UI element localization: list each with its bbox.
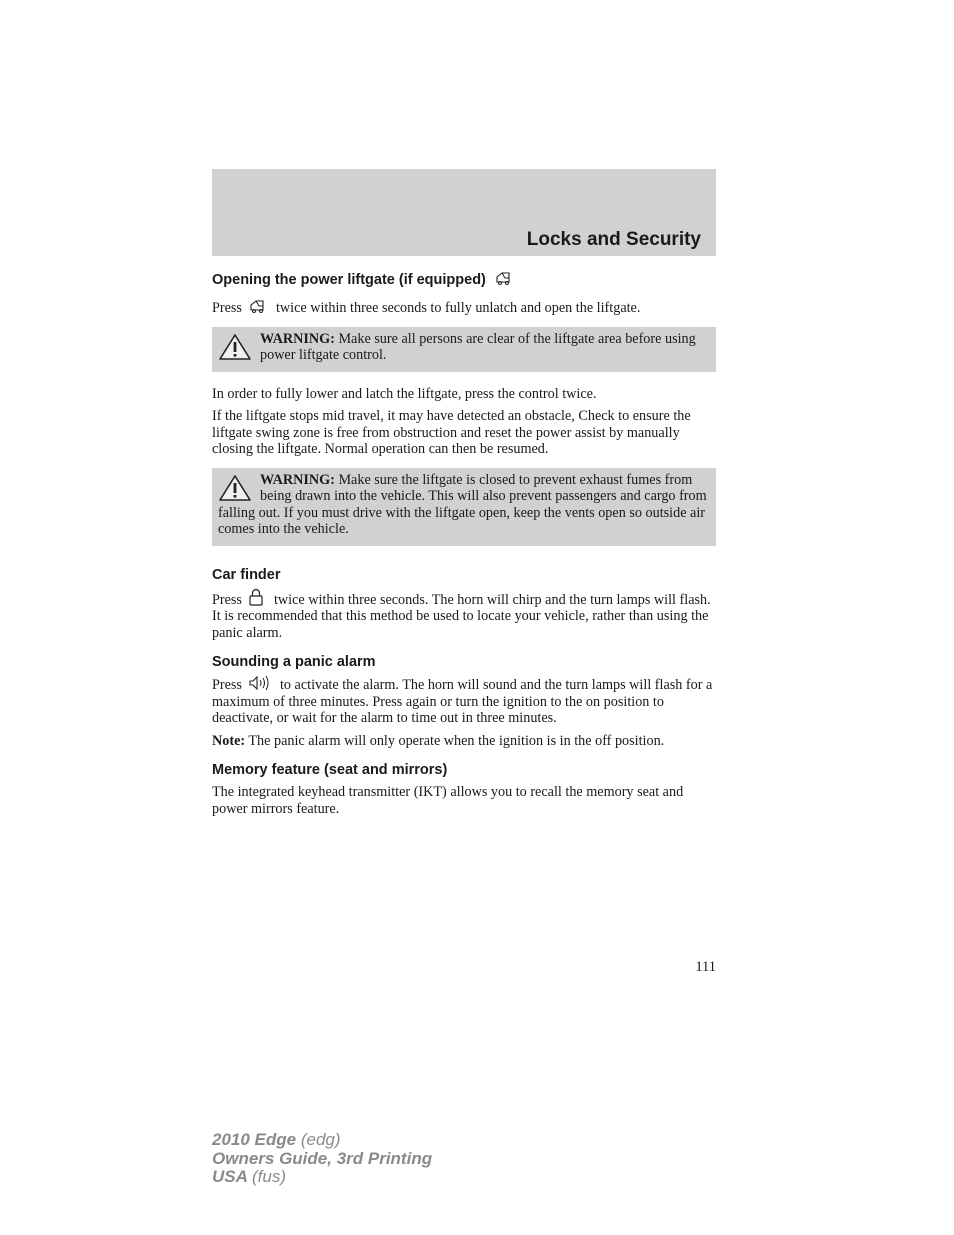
warning-1-text: WARNING: Make sure all persons are clear of the liftgate area before using power liftgate control. [260, 330, 696, 363]
liftgate-icon [248, 298, 266, 314]
warning-2-text: WARNING: Make sure the liftgate is closed to prevent exhaust fumes from being drawn into the vehicle. This will also prevent passengers and cargo from falling out. If you must drive with the liftgate open, keep the vents open so outside air comes into the vehicle. [218, 471, 707, 537]
warning-triangle-icon [218, 474, 252, 502]
warning-box-2 [212, 468, 716, 546]
footer-line-1: 2010 Edge (edg) [212, 1130, 341, 1149]
panic-alarm-note: Note: The panic alarm will only operate when the ignition is in the off position. [212, 732, 665, 749]
car-finder-heading: Car finder [212, 566, 281, 583]
liftgate-icon [494, 270, 512, 286]
car-finder-paragraph: Press twice within three seconds. The horn will chirp and the turn lamps will flash. It is recommended that this method be used to locate your vehicle, rather than using the panic alarm. [212, 588, 716, 642]
document-footer [212, 1131, 432, 1187]
page-content [212, 270, 716, 817]
memory-feature-heading: Memory feature (seat and mirrors) [212, 762, 448, 778]
footer-line-2: Owners Guide, 3rd Printing [212, 1148, 433, 1168]
page-number: 111 [695, 959, 716, 975]
memory-feature-paragraph: The integrated keyhead transmitter (IKT) allows you to recall the memory seat and power mirrors feature. [212, 784, 684, 817]
liftgate-paragraph-3: If the liftgate stops mid travel, it may have detected an obstacle, Check to ensure the liftgate swing zone is free from obstruction and reset the power assist by manually closing the liftgate. Normal operation can then be resumed. [212, 408, 691, 457]
liftgate-paragraph-2: In order to fully lower and latch the liftgate, press the control twice. [212, 385, 597, 402]
lock-icon [248, 588, 264, 606]
panic-alarm-heading: Sounding a panic alarm [212, 654, 376, 670]
panic-alarm-paragraph: Press to activate the alarm. The horn will sound and the turn lamps will flash for a maximum of three minutes. Press again or turn the ignition to the on position to deactivate, or wait for the alarm to time out in three minutes. [212, 677, 713, 726]
warning-box-1 [212, 327, 716, 372]
footer-line-3: USA (fus) [212, 1167, 286, 1186]
chapter-header-band [212, 169, 716, 256]
liftgate-heading: Opening the power liftgate (if equipped) [212, 270, 716, 289]
liftgate-paragraph-1: Press twice within three seconds to fully unlatch and open the liftgate. [212, 300, 641, 316]
chapter-title: Locks and Security [526, 229, 701, 250]
warning-triangle-icon [218, 333, 252, 361]
panic-alarm-icon [248, 675, 270, 691]
